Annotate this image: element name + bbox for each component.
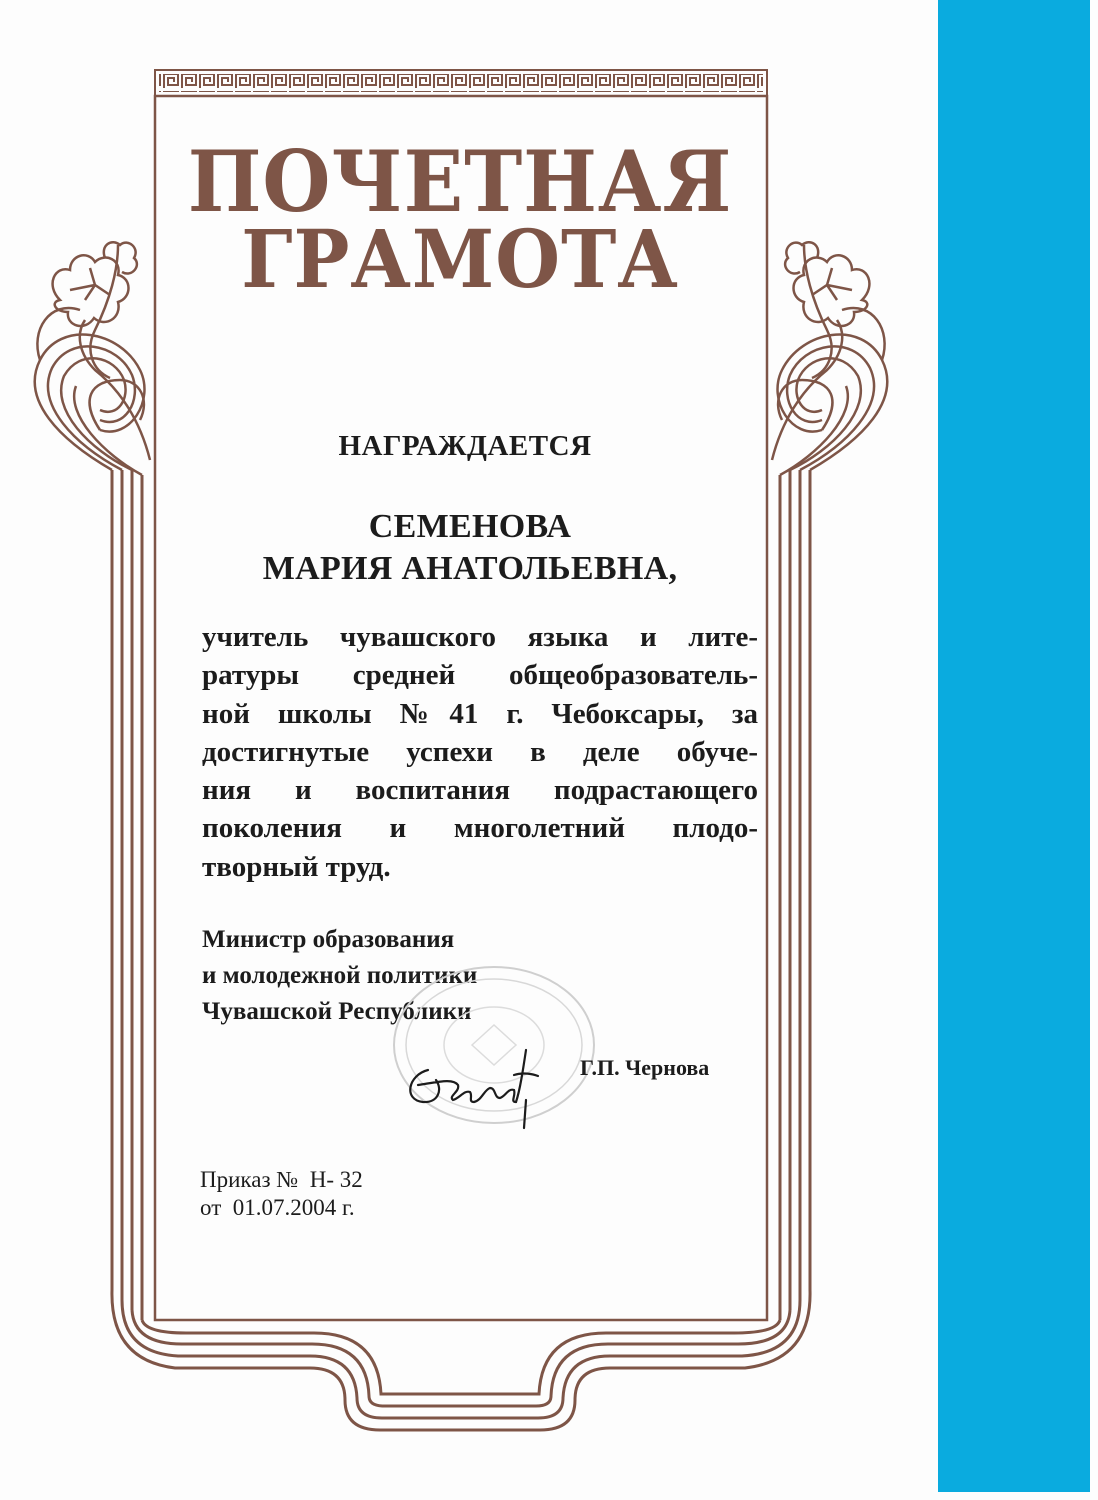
handwritten-signature-icon bbox=[398, 1030, 548, 1130]
order-number: Приказ № Н- 32 bbox=[200, 1167, 363, 1192]
description-line: поколения и многолетний плодо- bbox=[202, 812, 758, 845]
certificate-title-line2: ГРАМОТА bbox=[241, 212, 679, 306]
bottom-ornament-lines bbox=[112, 1290, 810, 1430]
certificate-title-line1: ПОЧЕТНАЯ bbox=[187, 132, 733, 231]
minister-title-line: Чувашской Республики bbox=[202, 998, 472, 1025]
blue-binding-strip bbox=[938, 0, 1090, 1492]
description-line: достигнутые успехи в деле обуче- bbox=[202, 735, 758, 768]
right-column-lines bbox=[780, 470, 810, 1320]
award-description bbox=[202, 618, 758, 886]
description-line: творный труд. bbox=[202, 850, 391, 883]
awarded-heading: НАГРАЖДАЕТСЯ bbox=[338, 430, 592, 462]
greek-key-border bbox=[155, 70, 767, 96]
recipient-surname: СЕМЕНОВА bbox=[368, 508, 572, 545]
description-line: учитель чувашского языка и лите- bbox=[202, 621, 758, 653]
description-line: ной школы №41 г. Чебоксары, за bbox=[202, 697, 758, 730]
left-column-lines bbox=[112, 470, 142, 1320]
description-line: ратуры средней общеобразователь- bbox=[202, 659, 758, 692]
order-reference bbox=[200, 1166, 363, 1222]
recipient-given-names: МАРИЯ АНАТОЛЬЕВНА, bbox=[262, 550, 678, 587]
minister-title-line: и молодежной политики bbox=[202, 962, 478, 989]
signer-name: Г.П. Чернова bbox=[580, 1055, 710, 1080]
minister-title-line: Министр образования bbox=[202, 926, 455, 953]
order-date: от 01.07.2004 г. bbox=[200, 1195, 355, 1220]
description-line: ния и воспитания подрастающего bbox=[202, 774, 758, 807]
